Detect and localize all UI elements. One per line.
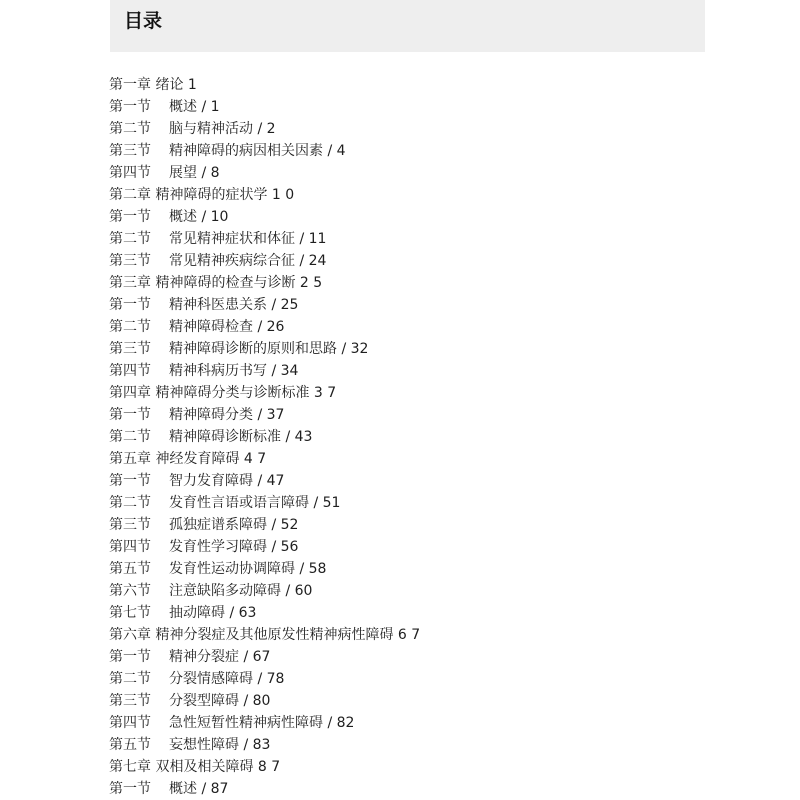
- toc-title: 目录: [124, 10, 163, 32]
- section-title: 发育性学习障碍 / 56: [169, 539, 299, 555]
- toc-section-entry: [109, 514, 759, 536]
- section-title: 概述 / 10: [169, 209, 229, 225]
- section-label: 第二节: [109, 671, 151, 687]
- toc-section-entry: [109, 646, 759, 668]
- toc-section-entry: [109, 778, 759, 800]
- toc-section-entry: [109, 228, 759, 250]
- section-title: 精神障碍诊断标准 / 43: [169, 429, 313, 445]
- toc-section-entry: [109, 690, 759, 712]
- section-title: 常见精神疾病综合征 / 24: [169, 253, 327, 269]
- section-title: 精神障碍诊断的原则和思路 / 32: [169, 341, 369, 357]
- toc-chapter-entry: 第六章 精神分裂症及其他原发性精神病性障碍 6 7: [109, 627, 421, 643]
- toc-section-entry: [109, 470, 759, 492]
- section-title: 概述 / 1: [169, 99, 220, 115]
- section-title: 常见精神症状和体征 / 11: [169, 231, 327, 247]
- section-title: 发育性运动协调障碍 / 58: [169, 561, 327, 577]
- section-title: 展望 / 8: [169, 165, 220, 181]
- section-title: 智力发育障碍 / 47: [169, 473, 285, 489]
- section-label: 第五节: [109, 561, 151, 577]
- toc-header-bar: [110, 0, 705, 52]
- section-label: 第一节: [109, 649, 151, 665]
- toc-section-entry: [109, 712, 759, 734]
- section-title: 概述 / 87: [169, 781, 229, 797]
- toc-section-entry: [109, 360, 759, 382]
- section-label: 第二节: [109, 319, 151, 335]
- toc-section-entry: [109, 338, 759, 360]
- section-label: 第七节: [109, 605, 151, 621]
- toc-section-entry: [109, 294, 759, 316]
- section-title: 精神分裂症 / 67: [169, 649, 271, 665]
- section-title: 脑与精神活动 / 2: [169, 121, 276, 137]
- toc-section-entry: [109, 250, 759, 272]
- section-label: 第三节: [109, 693, 151, 709]
- section-title: 精神障碍分类 / 37: [169, 407, 285, 423]
- section-title: 注意缺陷多动障碍 / 60: [169, 583, 313, 599]
- section-label: 第四节: [109, 363, 151, 379]
- section-label: 第三节: [109, 341, 151, 357]
- toc-section-entry: [109, 602, 759, 624]
- section-label: 第四节: [109, 715, 151, 731]
- section-title: 急性短暂性精神病性障碍 / 82: [169, 715, 355, 731]
- toc-chapter-entry: 第四章 精神障碍分类与诊断标准 3 7: [109, 385, 337, 401]
- section-label: 第三节: [109, 143, 151, 159]
- section-label: 第二节: [109, 495, 151, 511]
- section-label: 第二节: [109, 429, 151, 445]
- toc-section-entry: [109, 404, 759, 426]
- section-title: 精神科医患关系 / 25: [169, 297, 299, 313]
- section-label: 第一节: [109, 209, 151, 225]
- section-label: 第三节: [109, 253, 151, 269]
- toc-section-entry: [109, 580, 759, 602]
- section-label: 第四节: [109, 165, 151, 181]
- toc-section-entry: [109, 162, 759, 184]
- section-title: 发育性言语或语言障碍 / 51: [169, 495, 341, 511]
- toc-section-entry: [109, 140, 759, 162]
- section-title: 精神障碍检查 / 26: [169, 319, 285, 335]
- section-title: 妄想性障碍 / 83: [169, 737, 271, 753]
- section-label: 第一节: [109, 99, 151, 115]
- section-label: 第一节: [109, 473, 151, 489]
- toc-chapter-entry: 第二章 精神障碍的症状学 1 0: [109, 187, 295, 203]
- section-label: 第五节: [109, 737, 151, 753]
- toc-section-entry: [109, 668, 759, 690]
- section-label: 第四节: [109, 539, 151, 555]
- section-title: 精神科病历书写 / 34: [169, 363, 299, 379]
- section-title: 分裂型障碍 / 80: [169, 693, 271, 709]
- toc-section-entry: [109, 316, 759, 338]
- toc-chapter-entry: 第五章 神经发育障碍 4 7: [109, 451, 267, 467]
- section-title: 抽动障碍 / 63: [169, 605, 257, 621]
- section-label: 第六节: [109, 583, 151, 599]
- toc-section-entry: [109, 118, 759, 140]
- toc-section-entry: [109, 96, 759, 118]
- toc-section-entry: [109, 734, 759, 756]
- section-label: 第二节: [109, 121, 151, 137]
- section-title: 孤独症谱系障碍 / 52: [169, 517, 299, 533]
- section-label: 第一节: [109, 407, 151, 423]
- section-title: 分裂情感障碍 / 78: [169, 671, 285, 687]
- section-label: 第一节: [109, 297, 151, 313]
- toc-chapter-entry: 第三章 精神障碍的检查与诊断 2 5: [109, 275, 323, 291]
- toc-section-entry: [109, 206, 759, 228]
- toc-section-entry: [109, 536, 759, 558]
- toc-section-entry: [109, 426, 759, 448]
- section-label: 第三节: [109, 517, 151, 533]
- section-title: 精神障碍的病因相关因素 / 4: [169, 143, 346, 159]
- section-label: 第二节: [109, 231, 151, 247]
- toc-chapter-entry: 第七章 双相及相关障碍 8 7: [109, 759, 281, 775]
- toc-list: [109, 74, 759, 800]
- toc-chapter-entry: 第一章 绪论 1: [109, 77, 197, 93]
- section-label: 第一节: [109, 781, 151, 797]
- toc-section-entry: [109, 492, 759, 514]
- toc-section-entry: [109, 558, 759, 580]
